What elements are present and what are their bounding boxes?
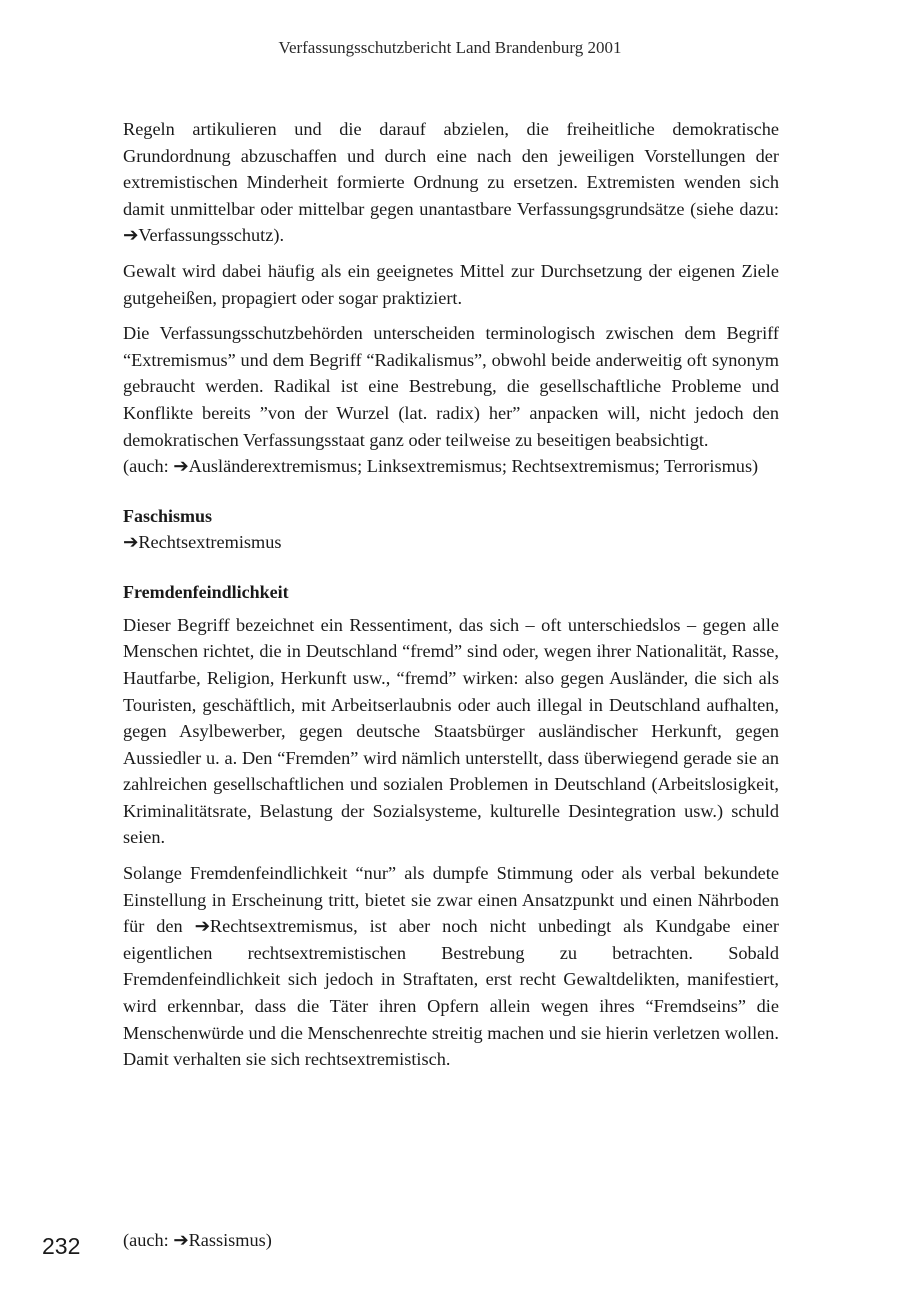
paragraph-gewalt: Gewalt wird dabei häufig als ein geeignetes Mittel zur Durchsetzung der eigenen Ziele gutgeheißen, propagiert oder sogar praktiziert. <box>123 260 779 308</box>
cross-reference-rassismus: (auch: ➔Rassismus) <box>123 1230 272 1250</box>
paragraph-radikalismus: Die Verfassungsschutzbehörden unterscheiden terminologisch zwischen dem Begriff “Extremismus” und dem Begriff “Radikalismus”, obwohl beide anderweitig oft synonym gebraucht werden. Radikal ist eine Bestrebung, die gesellschaftliche Probleme und Konflikte bereits ”von der Wurzel (lat. radix) her” anpacken will, nicht jedoch den demokratischen Verfassungsstaat ganz oder teilweise zu beseitigen beabsichtigt. <box>123 323 779 450</box>
paragraph-fremdenfeindlichkeit-rechtsextremismus: Solange Fremdenfeindlichkeit “nur” als dumpfe Stimmung oder als verbal bekundete Einstellung in Erscheinung tritt, bietet sie zwar einen Ansatzpunkt und einen Nährboden für den ➔Rechtsextremismus, ist aber noch nicht unbedingt als Kundgabe einer eigentlichen rechtsextremistischen Bestrebung zu betrachten. Sobald Fremdenfeindlichkeit sich jedoch in Straftaten, erst recht Gewaltdelikten, manifestiert, wird erkennbar, dass die Täter ihren Opfern allein wegen ihres “Fremdseins” die Menschenwürde und die Menschenrechte streitig machen und sie hierin verletzen wollen. Damit verhalten sie sich rechtsextremistisch. <box>123 863 779 1070</box>
page-number: 232 <box>42 1233 81 1259</box>
paragraph-extremismus-continued: Regeln artikulieren und die darauf abzielen, die freiheitliche demokratische Grundordnung abzuschaffen und durch eine nach den jeweiligen Vorstellungen der extremistischen Minderheit formierte Ordnung zu ersetzen. Extremisten wenden sich damit unmittelbar oder mittelbar gegen unantastbare Verfassungsgrundsätze (siehe dazu: ➔Verfassungsschutz). <box>123 119 779 246</box>
cross-reference-faschismus: ➔Rechtsextremismus <box>123 531 282 552</box>
heading-fremdenfeindlichkeit: Fremdenfeindlichkeit <box>123 581 289 602</box>
heading-faschismus: Faschismus <box>123 505 213 526</box>
paragraph-fremdenfeindlichkeit-definition: Dieser Begriff bezeichnet ein Ressentiment, das sich – oft unterschiedslos – gegen alle Menschen richtet, die in Deutschland “fremd” sind oder, wegen ihrer Nationalität, Rasse, Hautfarbe, Religion, Herkunft usw., “fremd” wirken: also gegen Ausländer, die sich als Touristen, geschäftlich, mit Arbeitserlaubnis oder auch illegal in Deutschland aufhalten, gegen Asylbewerber, gegen deutsche Staatsbürger ausländischer Herkunft, gegen Aussiedler u. a. Den “Fremden” wird nämlich unterstellt, dass überwiegend gerade sie an zahlreichen gesellschaftlichen und sozialen Problemen in Deutschland (Arbeitslosigkeit, Kriminalitätsrate, Belastung der Sozialsysteme, kulturelle Desintegration usw.) schuld seien. <box>123 614 779 848</box>
cross-reference-extremismus: (auch: ➔Ausländerextremismus; Linksextremismus; Rechtsextremismus; Terrorismus) <box>123 456 759 477</box>
main-text <box>123 116 779 1082</box>
running-header: Verfassungsschutzbericht Land Brandenburg 2001 <box>278 38 622 57</box>
